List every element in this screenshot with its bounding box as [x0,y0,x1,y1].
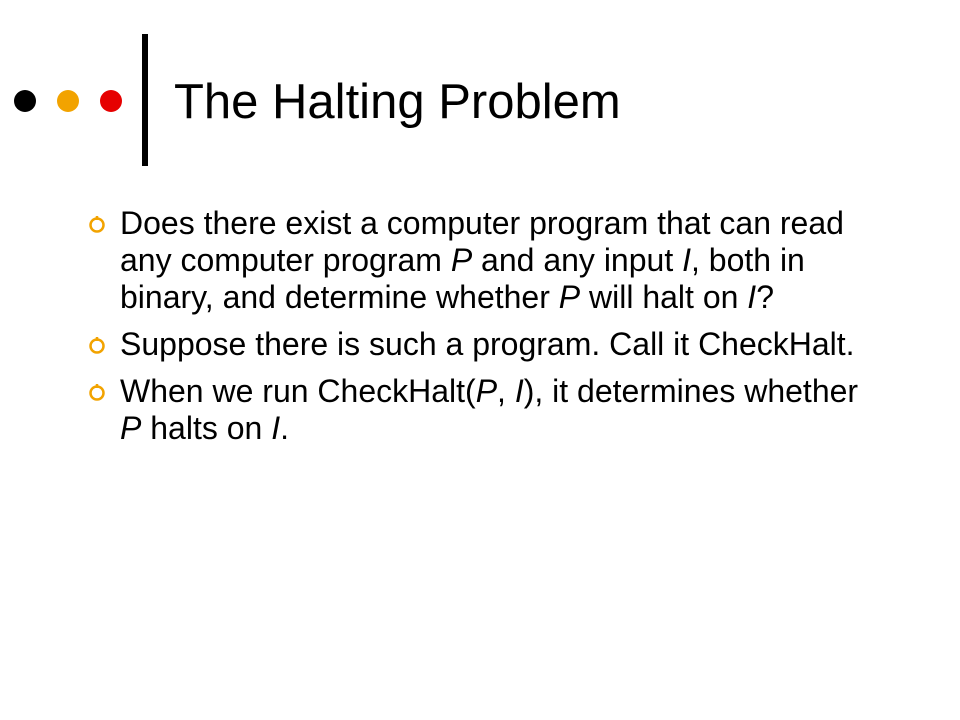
italic-variable: I [682,242,691,278]
bullet-item [88,326,888,363]
italic-variable: I [514,373,524,409]
text-run: . [280,410,289,446]
text-run: Suppose there is such a program. Call it CheckHalt. [120,326,855,362]
bullet-text [120,373,858,446]
orange-circle-bullet-icon [88,384,106,402]
text-run: ), it determines whether [523,373,859,409]
italic-variable: P [558,279,581,315]
text-run: When we run CheckHalt( [120,373,476,409]
italic-variable: P [475,373,498,409]
text-run: and any input [472,242,683,278]
bullet-list [88,205,888,457]
title-decoration-dots [14,90,134,114]
italic-variable: I [271,410,281,446]
bullet-text [120,326,855,362]
text-run: will halt on [580,279,748,315]
text-run: Does there exist a computer program that can read any computer program [120,205,844,278]
text-run: , [497,373,515,409]
text-run: ? [756,279,774,315]
bullet-text [120,205,844,315]
bullet-item [88,205,888,316]
italic-variable: P [120,410,142,446]
bullet-item [88,373,888,447]
text-run: halts on [141,410,272,446]
orange-circle-bullet-icon [88,216,106,234]
text-run: , both in binary, and determine whether [120,242,805,315]
slide-title: The Halting Problem [174,75,621,129]
orange-dot [57,90,79,112]
title-divider-rule [142,34,148,166]
red-dot [100,90,122,112]
orange-circle-bullet-icon [88,337,106,355]
italic-variable: I [747,279,757,315]
black-dot [14,90,36,112]
italic-variable: P [450,242,473,278]
